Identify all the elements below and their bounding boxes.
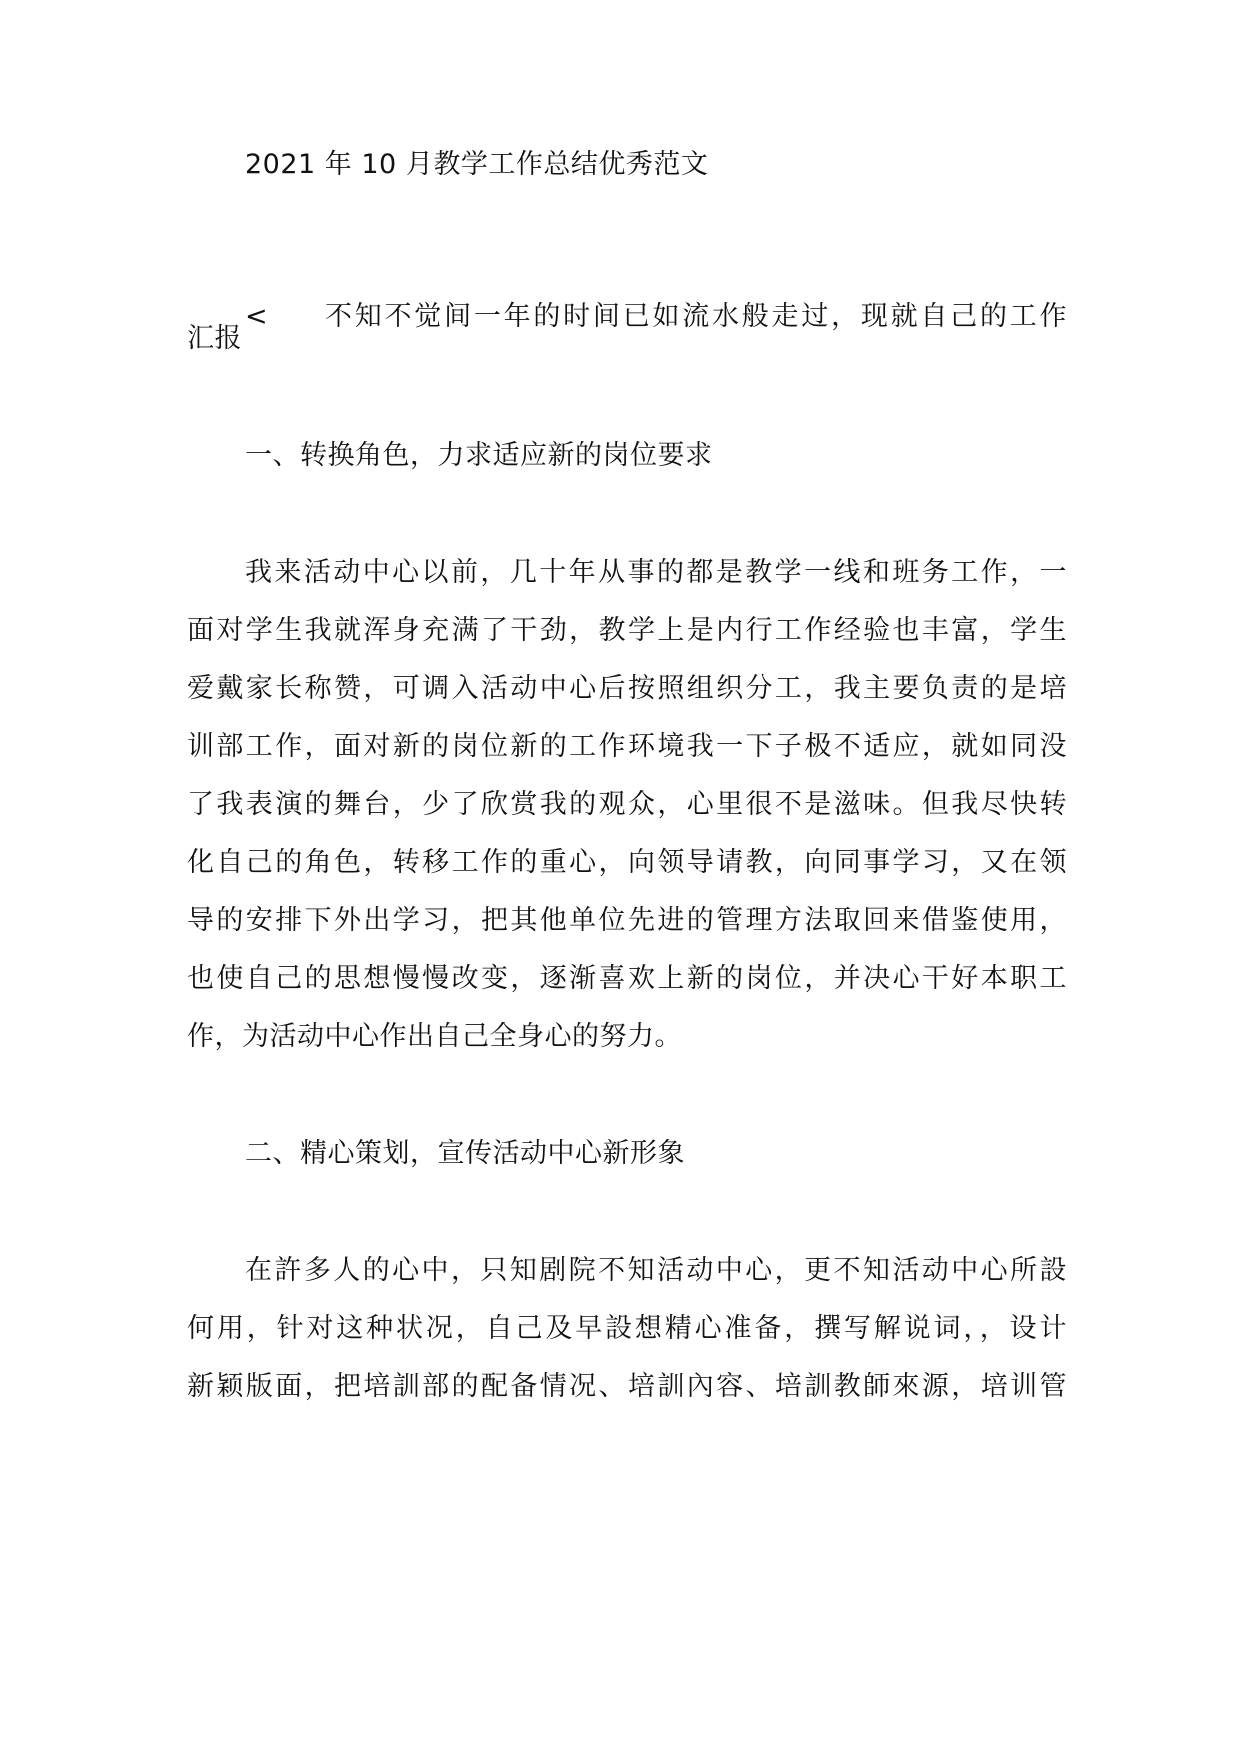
section-2-paragraph-line: 何用，针对这种状况，自己及早設想精心准备，撰写解说词，，设计 [187,1313,1067,1344]
section-1-paragraph-line: 训部工作，面对新的岗位新的工作环境我一下子极不适应，就如同没 [187,731,1067,762]
document-title: 2021 年 10 月教学工作总结优秀范文 [245,149,709,180]
section-2-paragraph-line: 新颖版面，把培訓部的配备情况、培訓內容、培訓教師來源，培训管 [187,1371,1067,1402]
section-1-heading: 一、转换角色，力求适应新的岗位要求 [245,440,713,471]
intro-line-2: 汇报 [187,323,242,354]
section-2-paragraph-line: 在許多人的心中，只知剧院不知活动中心，更不知活动中心所設 [245,1255,1067,1286]
section-1-paragraph-line: 了我表演的舞台，少了欣赏我的观众，心里很不是滋味。但我尽快转 [187,789,1067,820]
section-1-paragraph-line: 面对学生我就浑身充满了干劲，教学上是内行工作经验也丰富，学生 [187,615,1067,646]
section-1-paragraph-line: 爱戴家长称赞，可调入活动中心后按照组织分工，我主要负责的是培 [187,673,1067,704]
section-1-paragraph-line: 化自己的角色，转移工作的重心，向领导请教，向同事学习，又在领 [187,847,1067,878]
section-2-heading: 二、精心策划，宣传活动中心新形象 [245,1138,685,1169]
section-1-paragraph-line: 作，为活动中心作出自己全身心的努力。 [187,1021,682,1052]
section-1-paragraph-line: 我来活动中心以前，几十年从事的都是教学一线和班务工作，一 [245,557,1067,588]
intro-mark: < [245,301,268,332]
intro-line-1: 不知不觉间一年的时间已如流水般走过，现就自己的工作 [325,301,1067,332]
section-1-paragraph-line: 导的安排下外出学习，把其他单位先进的管理方法取回来借鉴使用， [187,905,1067,936]
section-1-paragraph-line: 也使自己的思想慢慢改变，逐渐喜欢上新的岗位，并决心干好本职工 [187,963,1067,994]
